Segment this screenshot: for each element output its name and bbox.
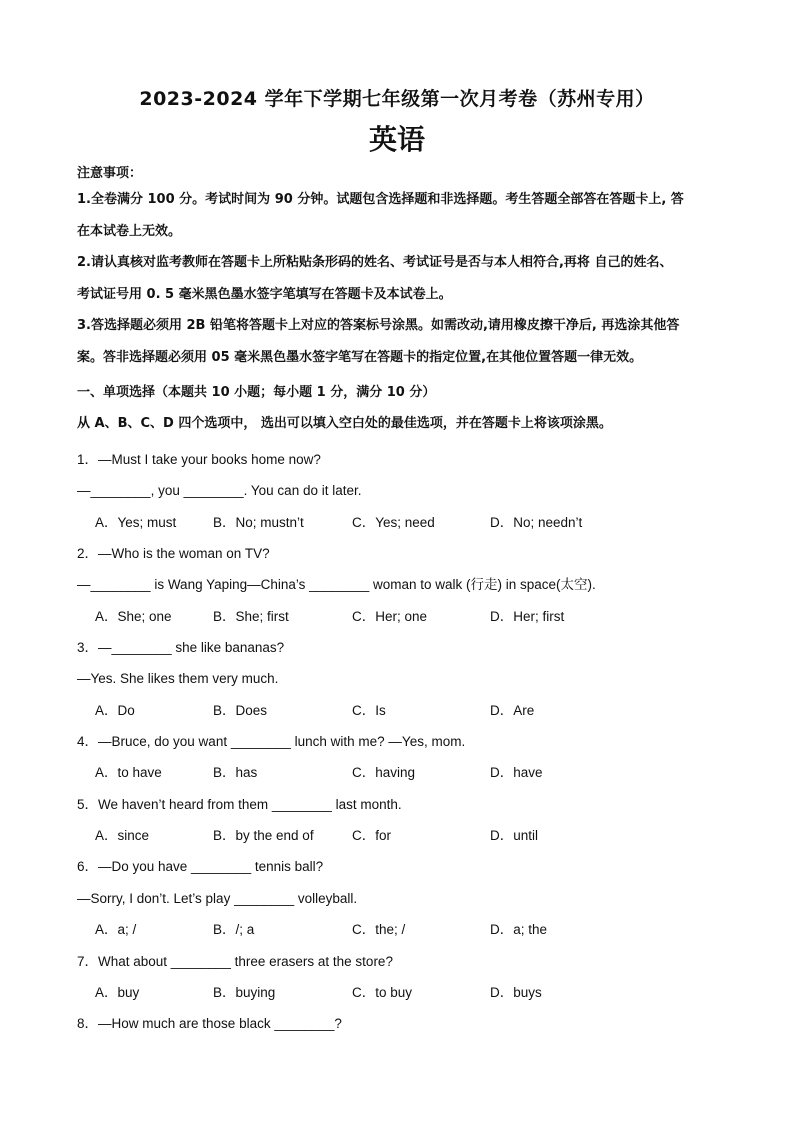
option-row — [77, 601, 717, 632]
notes-block — [77, 164, 717, 373]
option-row — [77, 820, 717, 851]
note-line: 3.答选择题必须用 2B 铅笔将答题卡上对应的答案标号涂黑。如需改动,请用橡皮擦干净后, 再选涂其他答 — [77, 318, 680, 333]
question-stem: 2．—Who is the woman on TV? — [77, 546, 270, 562]
option-a: A．Do — [95, 702, 135, 718]
note-line: 考试证号用 0. 5 毫米黑色墨水签字笔填写在答题卡及本试卷上。 — [77, 286, 452, 302]
exam-title: 2023-2024 学年下学期七年级第一次月考卷（苏州专用） — [139, 88, 655, 110]
option-b: B．No; mustn’t — [213, 514, 304, 530]
option-c: C．the; / — [352, 922, 406, 938]
notes-heading: 注意事项： — [77, 166, 143, 181]
question-stem: —Sorry, I don’t. Let’s play ________ volleyball. — [77, 890, 358, 906]
option-a: A．She; one — [95, 608, 172, 624]
option-c: C．having — [352, 765, 416, 781]
exam-subject: 英语 — [368, 123, 425, 156]
option-c: C．Her; one — [352, 608, 428, 624]
option-c: C．Yes; need — [352, 514, 435, 530]
option-b: B．/; a — [213, 922, 255, 938]
option-a: A．Yes; must — [95, 514, 177, 530]
section-instructions: 从 A、B、C、D 四个选项中， 选出可以填入空白处的最佳选项，并在答题卡上将该项涂黑。 — [77, 416, 612, 431]
option-b: B．Does — [213, 702, 268, 718]
question-stem: —________, you ________. You can do it later. — [77, 483, 362, 499]
question-stem: 6．—Do you have ________ tennis ball? — [77, 859, 324, 875]
option-d: D．No; needn’t — [490, 514, 583, 530]
option-d: D．buys — [490, 984, 542, 1000]
option-c: C．for — [352, 828, 392, 844]
option-a: A．a; / — [95, 922, 137, 938]
option-row — [77, 695, 717, 726]
option-row — [77, 914, 717, 945]
option-d: D．a; the — [490, 922, 548, 938]
option-b: B．buying — [213, 984, 276, 1000]
question-stem: 1．—Must I take your books home now? — [77, 452, 321, 467]
option-a: A．since — [95, 828, 150, 844]
option-c: C．Is — [352, 702, 386, 718]
question-stem: —________ is Wang Yaping—China’s ________ woman to walk (行走) in space(太空). — [77, 577, 596, 593]
option-b: B．by the end of — [213, 828, 314, 844]
option-b: B．She; first — [213, 608, 289, 624]
option-a: A．to have — [95, 765, 162, 781]
option-row — [77, 977, 717, 1008]
question-stem: 7．What about ________ three erasers at the store? — [77, 953, 393, 969]
note-line: 1.全卷满分 100 分。考试时间为 90 分钟。试题包含选择题和非选择题。考生答题全部答在答题卡上, 答 — [77, 192, 684, 207]
section-heading: 一、单项选择（本题共 10 小题；每小题 1 分，满分 10 分） — [77, 385, 436, 400]
option-a: A．buy — [95, 984, 140, 1000]
question-stem: —Yes. She likes them very much. — [77, 671, 279, 687]
option-c: C．to buy — [352, 984, 413, 1000]
option-d: D．have — [490, 765, 543, 781]
question-list — [77, 444, 717, 1040]
option-b: B．has — [213, 765, 258, 781]
option-d: D．until — [490, 828, 539, 844]
option-d: D．Are — [490, 702, 535, 718]
question-stem: 4．—Bruce, do you want ________ lunch with me? —Yes, mom. — [77, 734, 466, 750]
option-d: D．Her; first — [490, 608, 565, 624]
question-stem: 3．—________ she like bananas? — [77, 640, 285, 656]
option-row — [77, 757, 717, 788]
note-line: 案。答非选择题必须用 05 毫米黑色墨水签字笔写在答题卡的指定位置,在其他位置答题一律无效。 — [77, 349, 643, 365]
question-stem: 5．We haven’t heard from them ________ last month. — [77, 796, 402, 812]
question-stem: 8．—How much are those black ________? — [77, 1016, 342, 1032]
option-row — [77, 507, 717, 538]
note-line: 2.请认真核对监考教师在答题卡上所粘贴条形码的姓名、考试证号是否与本人相符合,再将 自己的姓名、 — [77, 255, 673, 270]
note-line: 在本试卷上无效。 — [77, 223, 182, 239]
